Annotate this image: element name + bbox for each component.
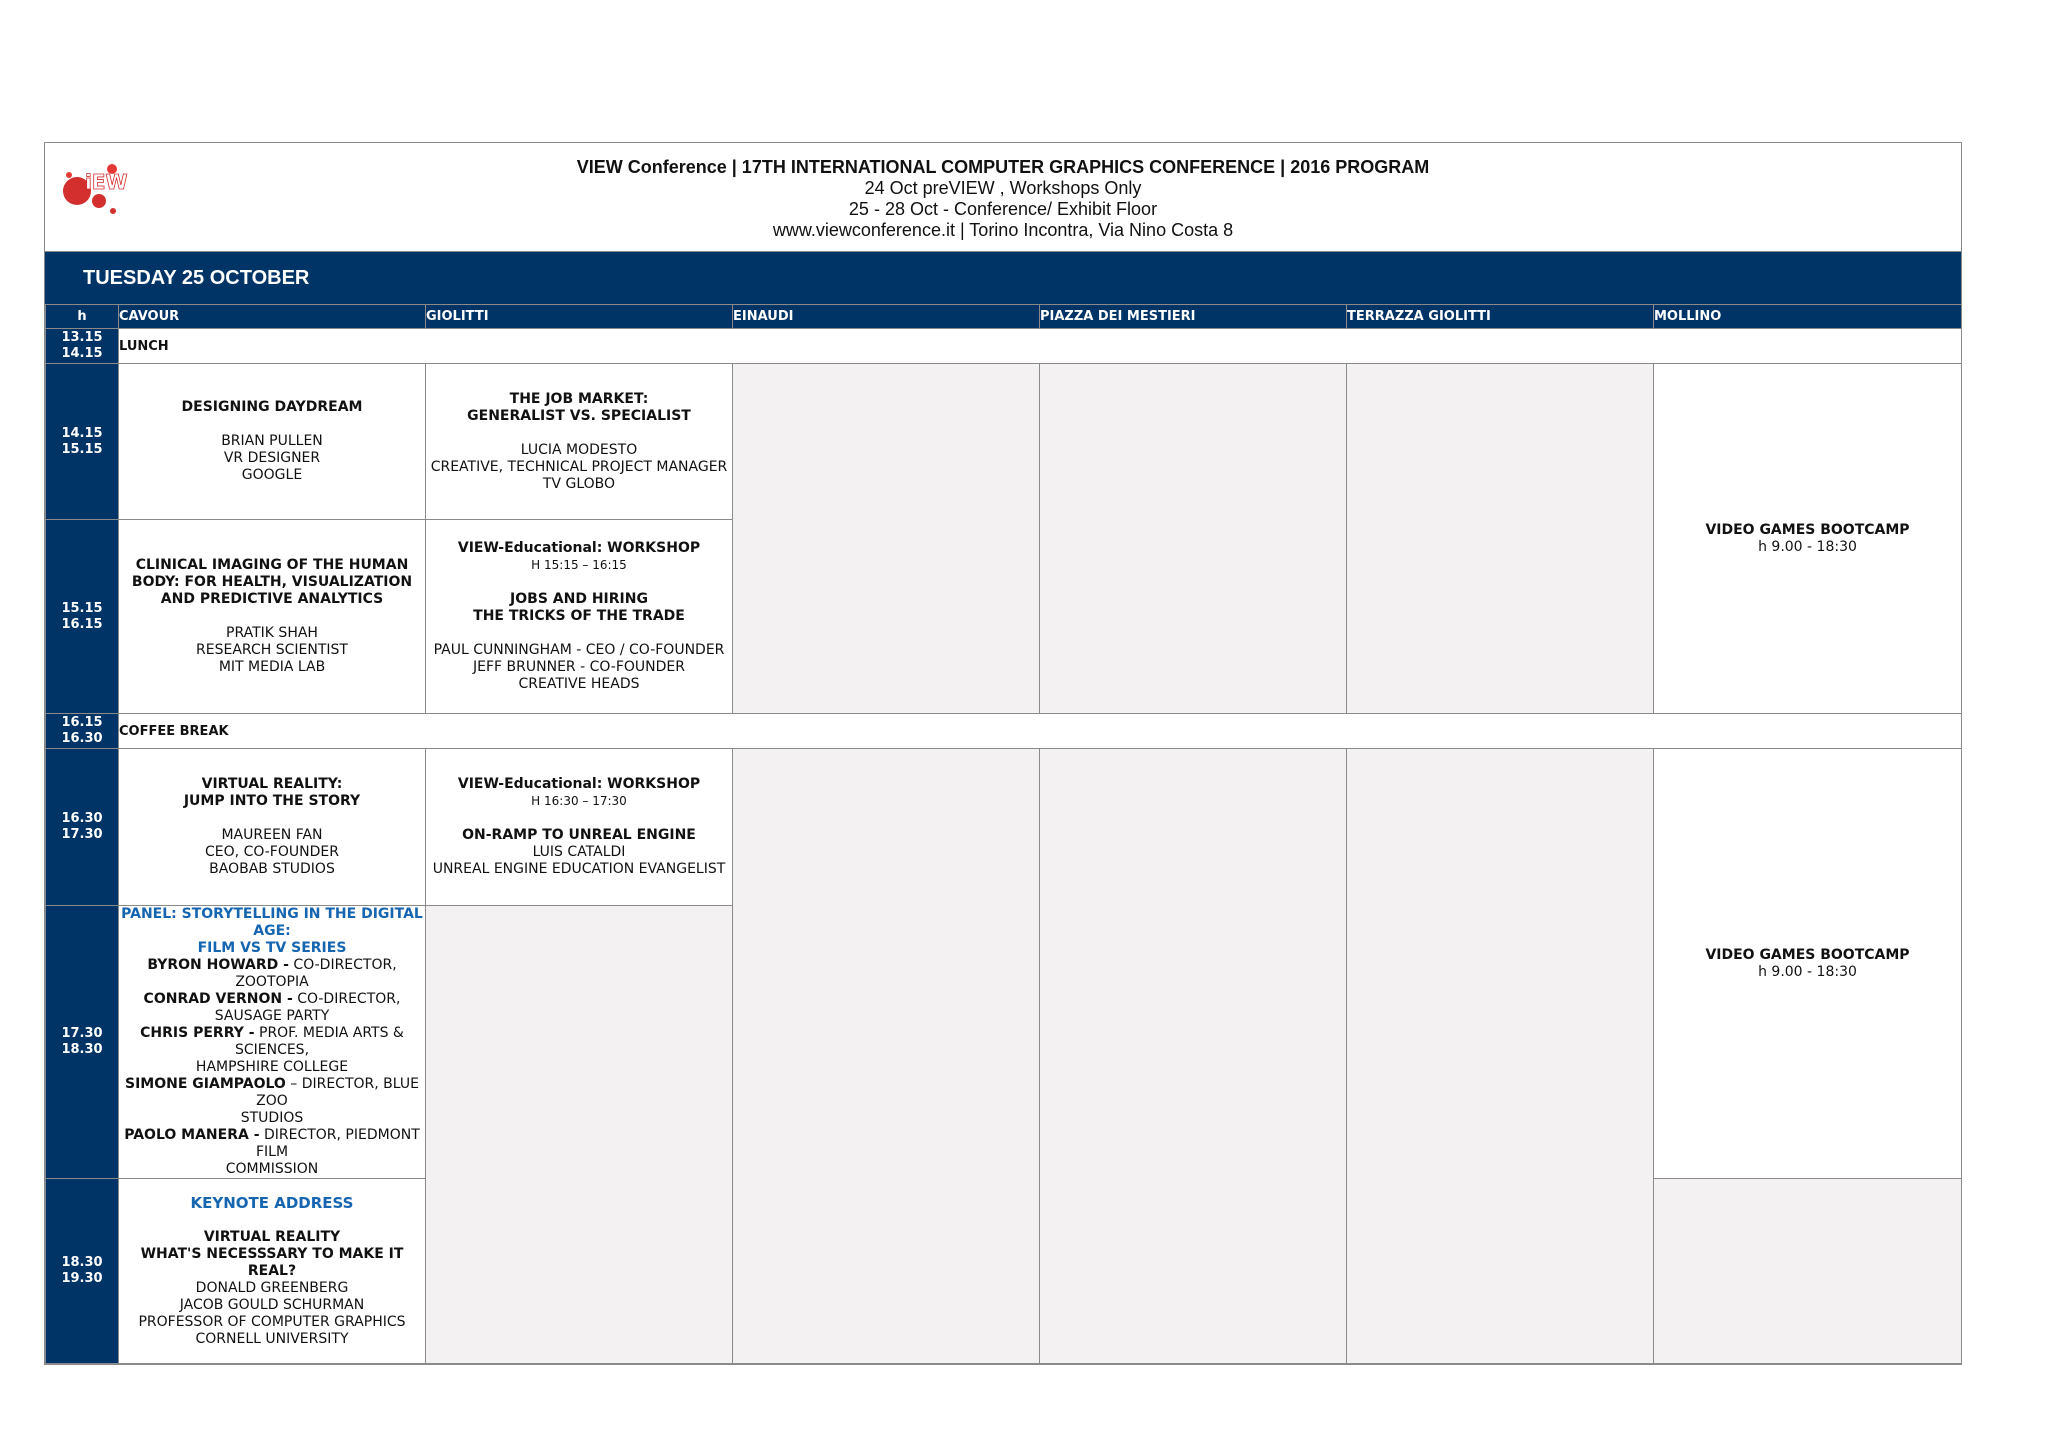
column-header-mollino: MOLLINO [1654,305,1962,329]
time-slot: 17.30 18.30 [46,906,119,1179]
header-line-preview: 24 Oct preVIEW , Workshops Only [864,178,1142,198]
empty-slot [1347,749,1654,1364]
column-header-einaudi: EINAUDI [733,305,1040,329]
empty-slot [1654,1179,1962,1364]
column-header-hour: h [46,305,119,329]
empty-slot [1040,364,1347,714]
conference-title: VIEW Conference | 17TH INTERNATIONAL COMPUTER GRAPHICS CONFERENCE | 2016 PROGRAM [576,157,1430,177]
time-slot: 14.15 15.15 [46,364,119,520]
svg-text:iEW: iEW [85,170,128,194]
session-workshop-jobs-and-hiring[interactable]: VIEW-Educational: WORKSHOP H 15:15 – 16:15 JOBS AND HIRING THE TRICKS OF THE TRADE PAUL CUNNINGHAM - CEO / CO-FOUNDER JEFF BRUNNER - CO-FOUNDER CREATIVE HEADS [426,520,733,714]
schedule-row [46,714,1962,749]
session-virtual-reality-jump[interactable]: VIRTUAL REALITY: JUMP INTO THE STORY MAUREEN FAN CEO, CO-FOUNDER BAOBAB STUDIOS [119,749,426,906]
empty-slot [426,906,733,1364]
day-banner: TUESDAY 25 OCTOBER [45,252,1961,304]
header-line-venue: www.viewconference.it | Torino Incontra, Via Nino Costa 8 [772,220,1234,240]
session-job-market[interactable]: THE JOB MARKET: GENERALIST VS. SPECIALIST LUCIA MODESTO CREATIVE, TECHNICAL PROJECT MANAGER TV GLOBO [426,364,733,520]
column-header-piazza-dei-mestieri: PIAZZA DEI MESTIERI [1040,305,1347,329]
schedule-row [46,749,1962,906]
empty-slot [1040,749,1347,1364]
time-slot: 16.30 17.30 [46,749,119,906]
session-designing-daydream[interactable]: DESIGNING DAYDREAM BRIAN PULLEN VR DESIGNER GOOGLE [119,364,426,520]
session-panel-storytelling[interactable]: PANEL: STORYTELLING IN THE DIGITAL AGE: FILM VS TV SERIES BYRON HOWARD - CO-DIRECTOR, ZOOTOPIA CONRAD VERNON - CO-DIRECTOR, SAUSAGE PARTY CHRIS PERRY - PROF. MEDIA ARTS & SCIENCES, HAMPSHIRE COLLEGE SIMONE GIAMPAOLO – DIRECTOR, BLUE ZOO STUDIOS PAOLO MANERA - DIRECTOR, PIEDMONT FILM COMMISSION [119,906,426,1179]
session-workshop-unreal-engine[interactable]: VIEW-Educational: WORKSHOP H 16:30 – 17:30 ON-RAMP TO UNREAL ENGINE LUIS CATALDI UNREAL ENGINE EDUCATION EVANGELIST [426,749,733,906]
column-header-row [46,305,1962,329]
time-slot: 15.15 16.15 [46,520,119,714]
schedule-row [46,364,1962,520]
session-video-games-bootcamp[interactable]: VIDEO GAMES BOOTCAMP h 9.00 - 18:30 [1654,749,1962,1179]
header-line-dates: 25 - 28 Oct - Conference/ Exhibit Floor [848,199,1158,219]
lunch-break: LUNCH [119,329,1962,364]
empty-slot [733,749,1040,1364]
column-header-terrazza-giolitti: TERRAZZA GIOLITTI [1347,305,1654,329]
session-keynote-address[interactable]: KEYNOTE ADDRESS VIRTUAL REALITY WHAT'S NECESSSARY TO MAKE IT REAL? DONALD GREENBERG JACOB GOULD SCHURMAN PROFESSOR OF COMPUTER GRAPHICS CORNELL UNIVERSITY [119,1179,426,1364]
time-slot: 13.15 14.15 [46,329,119,364]
schedule-table [45,304,1962,1364]
session-video-games-bootcamp[interactable]: VIDEO GAMES BOOTCAMP h 9.00 - 18:30 [1654,364,1962,714]
empty-slot [733,364,1040,714]
time-slot: 16.15 16.30 [46,714,119,749]
column-header-giolitti: GIOLITTI [426,305,733,329]
session-clinical-imaging[interactable]: CLINICAL IMAGING OF THE HUMAN BODY: FOR HEALTH, VISUALIZATION AND PREDICTIVE ANALYTICS PRATIK SHAH RESEARCH SCIENTIST MIT MEDIA LAB [119,520,426,714]
empty-slot [1347,364,1654,714]
program-frame [44,142,1962,1365]
schedule-row [46,329,1962,364]
program-header [45,143,1961,252]
coffee-break: COFFEE BREAK [119,714,1962,749]
time-slot: 18.30 19.30 [46,1179,119,1364]
column-header-cavour: CAVOUR [119,305,426,329]
view-conference-logo-icon [55,157,135,217]
